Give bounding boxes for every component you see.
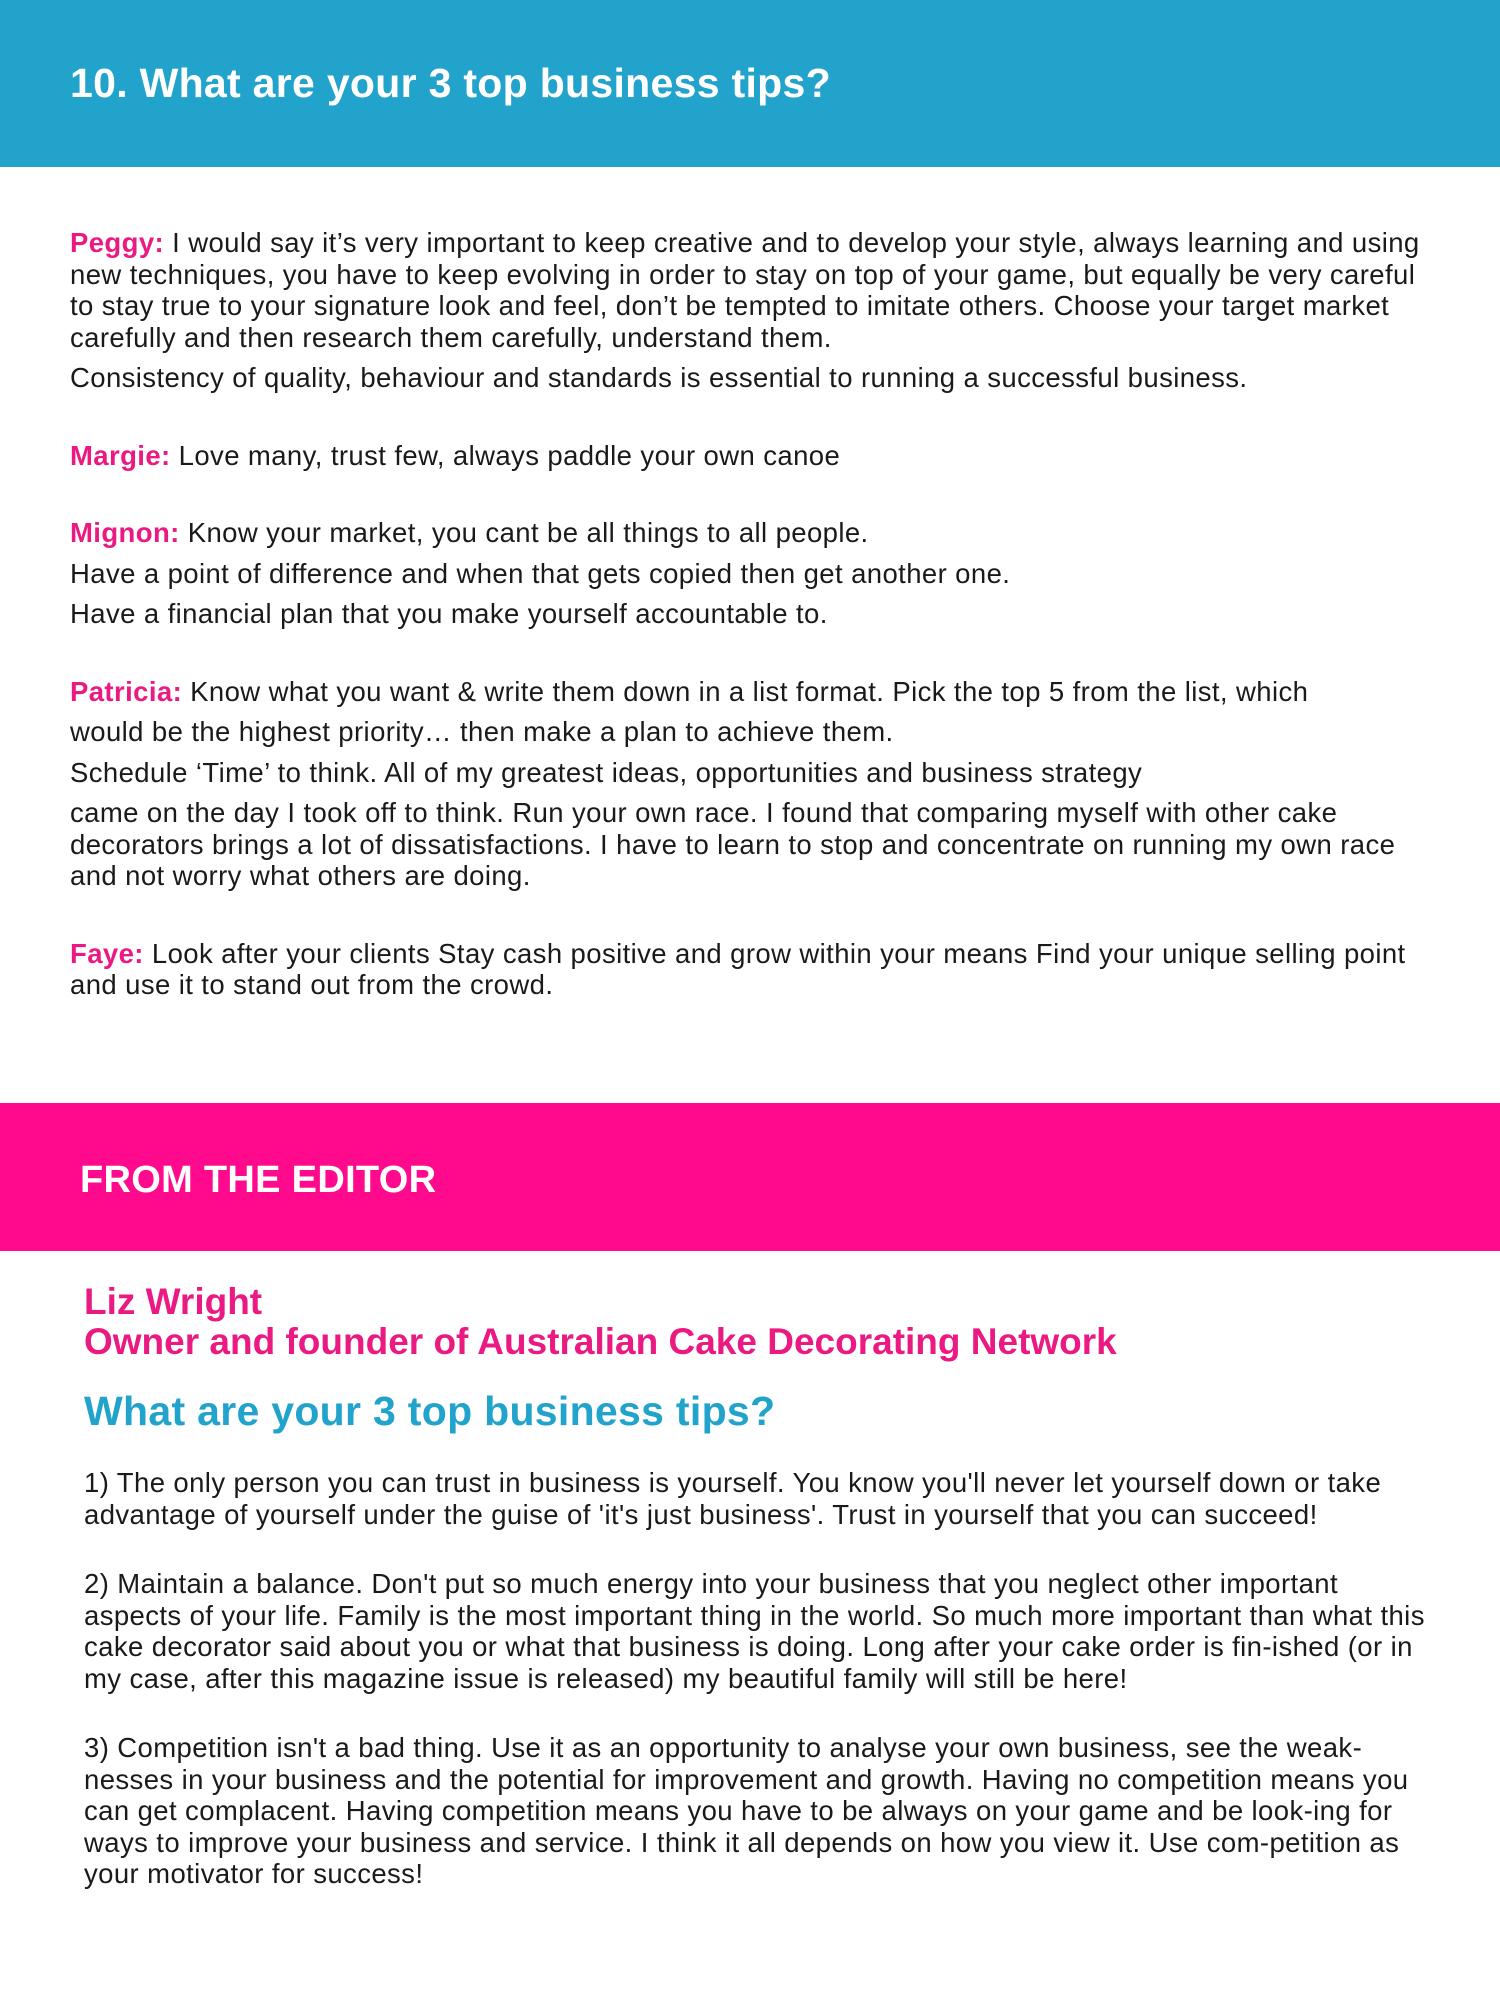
editor-tip-3: 3) Competition isn't a bad thing. Use it as an opportunity to analyse your own business, see the weak-nesses in your business and the potential for improvement and growth. Having no competition means you can get complacent. Having competition means you have to be always on your game and be look-ing for ways to improve your business and service. I think it all depends on how you view it. Use com-petition as your motivator for success! [84,1732,1409,1889]
answer-line: Know your market, you cant be all things to all people. [187,517,869,548]
respondent-name: Mignon: [70,517,180,548]
editor-role: Owner and founder of Australian Cake Decorating Network [84,1321,1117,1362]
editor-banner [0,1103,1500,1251]
answer-mignon [70,517,1440,630]
answers-section [70,227,1440,1047]
question-banner [0,0,1500,167]
answer-line: Consistency of quality, behaviour and standards is essential to running a successful business. [70,362,1248,393]
answer-line: Love many, trust few, always paddle your own canoe [178,439,841,471]
answer-patricia [70,676,1440,892]
answer-text [70,440,1440,472]
editor-question: What are your 3 top business tips? [84,1388,776,1434]
answer-text [70,938,1440,1001]
answer-line: Schedule ‘Time’ to think. All of my greatest ideas, opportunities and business strategy [70,756,1143,788]
respondent-name: Margie: [70,439,171,471]
question-title: 10. What are your 3 top business tips? [70,60,831,106]
editor-banner-title: FROM THE EDITOR [80,1159,437,1201]
answer-faye [70,938,1440,1001]
answer-text [70,517,1440,549]
answer-margie [70,440,1440,472]
answer-line: Have a financial plan that you make yourself accountable to. [70,598,828,629]
respondent-name: Patricia: [70,675,183,707]
answer-text [70,227,1440,353]
answer-line: Know what you want & write them down in a list format. Pick the top 5 from the list, which [190,675,1309,707]
answer-peggy [70,227,1440,394]
answer-text [70,676,1440,708]
answer-line: came on the day I took off to think. Run your own race. I found that comparing myself with other cake decorators brings a lot of dissatisfactions. I have to learn to stop and concentrate on running my own race and not worry what others are doing. [70,797,1396,891]
editor-tip-2: 2) Maintain a balance. Don't put so much energy into your business that you neglect other important aspects of your life. Family is the most important thing in the world. So much more important than what this cake decorator said about you or what that business is doing. Long after your cake order is fin-ished (or in my case, after this magazine issue is released) my beautiful family will still be here! [84,1568,1425,1694]
answer-line: would be the highest priority… then make a plan to achieve them. [70,716,894,747]
editor-name: Liz Wright [84,1281,263,1322]
answer-line: I would say it’s very important to keep creative and to develop your style, always learning and using new techniques, you have to keep evolving in order to stay on top of your game, but equally be very careful to stay true to your signature look and feel, don’t be tempted to imitate others. Choose your target market carefully and then research them carefully, understand them. [70,227,1420,353]
editor-section [84,1282,1434,1928]
respondent-name: Peggy: [70,227,165,258]
answer-line: Look after your clients Stay cash positive and grow within your means Find your unique selling point and use it to stand out from the crowd. [70,937,1406,1000]
editor-tip-1: 1) The only person you can trust in business is yourself. You know you'll never let yourself down or take advantage of yourself under the guise of 'it's just business'. Trust in yourself that you can succeed! [84,1467,1382,1530]
respondent-name: Faye: [70,937,144,969]
answer-line: Have a point of difference and when that gets copied then get another one. [70,557,1011,589]
